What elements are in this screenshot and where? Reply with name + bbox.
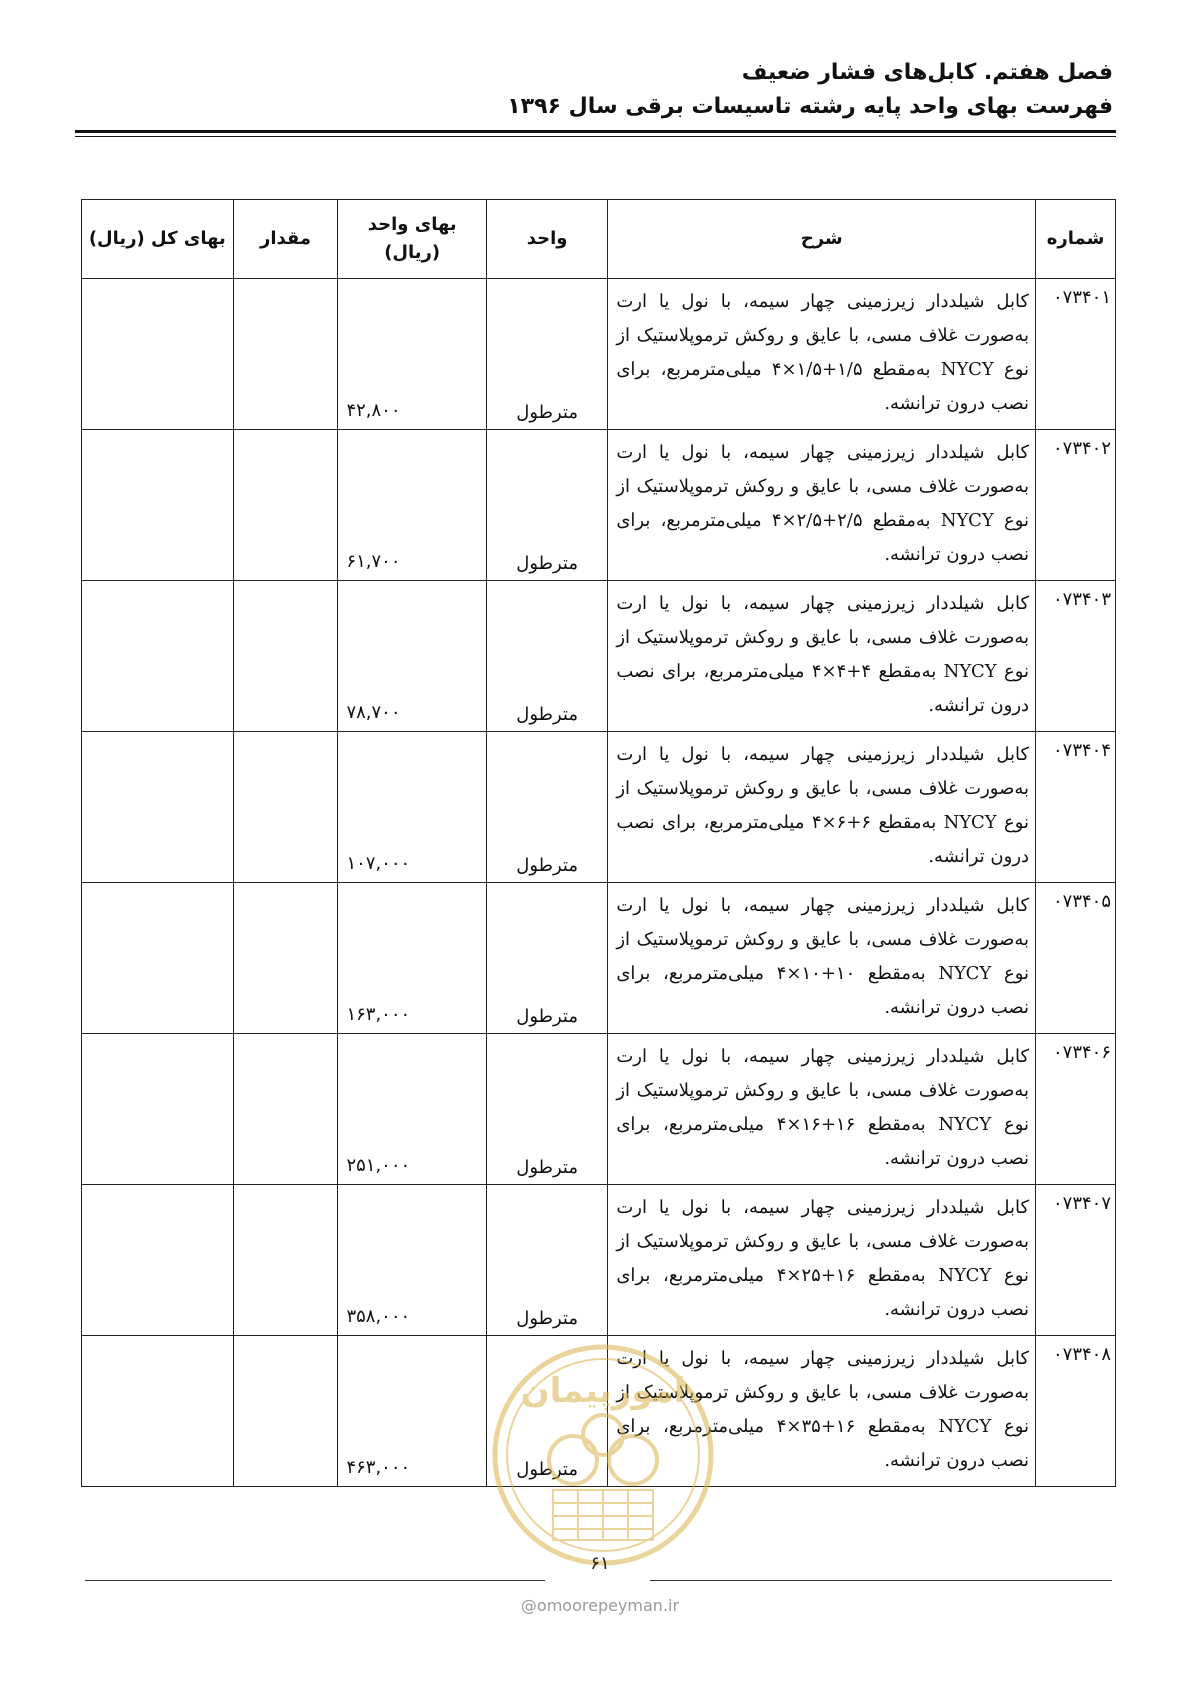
unit-price-label: بهای واحد: [367, 214, 457, 235]
item-unit: مترطول: [486, 1034, 607, 1185]
item-total-price: [82, 279, 234, 430]
item-description: کابل شیلددار زیرزمینی چهار سیمه، با نول یا ارت به‌صورت غلاف مسی، با عایق و روکش ترموپلاستیک از نوع NYCY به‌مقطع ۱/۵+۱/۵×۴ میلی‌مترمربع، برای نصب درون ترانشه.: [608, 279, 1036, 430]
item-total-price: [82, 1336, 234, 1487]
table-row: [82, 883, 1116, 1034]
column-header-unit: واحد: [486, 200, 607, 279]
chapter-title: فصل هفتم. کابل‌های فشار ضعیف: [741, 60, 1113, 85]
price-list-table: [81, 199, 1116, 1487]
item-unit: مترطول: [486, 883, 607, 1034]
item-description: کابل شیلددار زیرزمینی چهار سیمه، با نول یا ارت به‌صورت غلاف مسی، با عایق و روکش ترموپلاستیک از نوع NYCY به‌مقطع ۱۰+۱۰×۴ میلی‌مترمربع، برای نصب درون ترانشه.: [608, 883, 1036, 1034]
item-total-price: [82, 1185, 234, 1336]
item-quantity: [233, 732, 338, 883]
item-description: کابل شیلددار زیرزمینی چهار سیمه، با نول یا ارت به‌صورت غلاف مسی، با عایق و روکش ترموپلاستیک از نوع NYCY به‌مقطع ۶+۶×۴ میلی‌مترمربع، برای نصب درون ترانشه.: [608, 732, 1036, 883]
item-number: ۰۷۳۴۰۷: [1036, 1185, 1116, 1336]
item-number: ۰۷۳۴۰۴: [1036, 732, 1116, 883]
table-row: [82, 279, 1116, 430]
item-unit: مترطول: [486, 1336, 607, 1487]
document-title: فهرست بهای واحد پایه رشته تاسیسات برقی سال ۱۳۹۶: [507, 94, 1113, 119]
unit-price-currency: (ریال): [384, 242, 441, 263]
item-quantity: [233, 883, 338, 1034]
item-description: کابل شیلددار زیرزمینی چهار سیمه، با نول یا ارت به‌صورت غلاف مسی، با عایق و روکش ترموپلاستیک از نوع NYCY به‌مقطع ۲/۵+۲/۵×۴ میلی‌مترمربع، برای نصب درون ترانشه.: [608, 430, 1036, 581]
page-header: [73, 56, 1113, 124]
item-number: ۰۷۳۴۰۱: [1036, 279, 1116, 430]
column-header-total-price: بهای کل (ریال): [82, 200, 234, 279]
item-description: کابل شیلددار زیرزمینی چهار سیمه، با نول یا ارت به‌صورت غلاف مسی، با عایق و روکش ترموپلاستیک از نوع NYCY به‌مقطع ۱۶+۱۶×۴ میلی‌مترمربع، برای نصب درون ترانشه.: [608, 1034, 1036, 1185]
header-rule-thin: [75, 136, 1116, 137]
item-number: ۰۷۳۴۰۵: [1036, 883, 1116, 1034]
item-unit: مترطول: [486, 732, 607, 883]
item-unit-price: ۲۵۱,۰۰۰: [338, 1034, 486, 1185]
item-unit-price: ۴۶۳,۰۰۰: [338, 1336, 486, 1487]
item-description: کابل شیلددار زیرزمینی چهار سیمه، با نول یا ارت به‌صورت غلاف مسی، با عایق و روکش ترموپلاستیک از نوع NYCY به‌مقطع ۴+۴×۴ میلی‌مترمربع، برای نصب درون ترانشه.: [608, 581, 1036, 732]
watermark-text: امورپیمان: [520, 1371, 686, 1411]
table-row: [82, 1336, 1116, 1487]
item-quantity: [233, 1034, 338, 1185]
table-row: [82, 732, 1116, 883]
column-header-unit-price: [338, 200, 486, 279]
item-unit-price: ۶۱,۷۰۰: [338, 430, 486, 581]
item-unit: مترطول: [486, 430, 607, 581]
item-description: کابل شیلددار زیرزمینی چهار سیمه، با نول یا ارت به‌صورت غلاف مسی، با عایق و روکش ترموپلاستیک از نوع NYCY به‌مقطع ۱۶+۲۵×۴ میلی‌مترمربع، برای نصب درون ترانشه.: [608, 1185, 1036, 1336]
item-quantity: [233, 581, 338, 732]
item-total-price: [82, 732, 234, 883]
table-row: [82, 581, 1116, 732]
table-row: [82, 1185, 1116, 1336]
site-url: @omoorepeyman.ir: [520, 1596, 680, 1615]
table-header-row: [82, 200, 1116, 279]
item-total-price: [82, 430, 234, 581]
item-total-price: [82, 883, 234, 1034]
item-unit: مترطول: [486, 1185, 607, 1336]
item-total-price: [82, 581, 234, 732]
header-rule-thick: [75, 130, 1116, 133]
item-unit-price: ۷۸,۷۰۰: [338, 581, 486, 732]
item-number: ۰۷۳۴۰۸: [1036, 1336, 1116, 1487]
item-quantity: [233, 430, 338, 581]
column-header-number: شماره: [1036, 200, 1116, 279]
footer-rule-left: [85, 1580, 545, 1581]
item-number: ۰۷۳۴۰۳: [1036, 581, 1116, 732]
table-row: [82, 430, 1116, 581]
item-unit: مترطول: [486, 581, 607, 732]
item-number: ۰۷۳۴۰۲: [1036, 430, 1116, 581]
footer-rule-right: [650, 1580, 1112, 1581]
item-description: کابل شیلددار زیرزمینی چهار سیمه، با نول یا ارت به‌صورت غلاف مسی، با عایق و روکش ترموپلاستیک از نوع NYCY به‌مقطع ۱۶+۳۵×۴ میلی‌مترمربع، برای نصب درون ترانشه.: [608, 1336, 1036, 1487]
item-total-price: [82, 1034, 234, 1185]
table-row: [82, 1034, 1116, 1185]
item-unit-price: ۱۰۷,۰۰۰: [338, 732, 486, 883]
item-unit-price: ۱۶۳,۰۰۰: [338, 883, 486, 1034]
item-quantity: [233, 279, 338, 430]
page-number: ۶۱: [590, 1553, 610, 1574]
column-header-description: شرح: [608, 200, 1036, 279]
column-header-quantity: مقدار: [233, 200, 338, 279]
item-number: ۰۷۳۴۰۶: [1036, 1034, 1116, 1185]
item-unit-price: ۴۲,۸۰۰: [338, 279, 486, 430]
item-unit: مترطول: [486, 279, 607, 430]
item-quantity: [233, 1336, 338, 1487]
item-unit-price: ۳۵۸,۰۰۰: [338, 1185, 486, 1336]
item-quantity: [233, 1185, 338, 1336]
